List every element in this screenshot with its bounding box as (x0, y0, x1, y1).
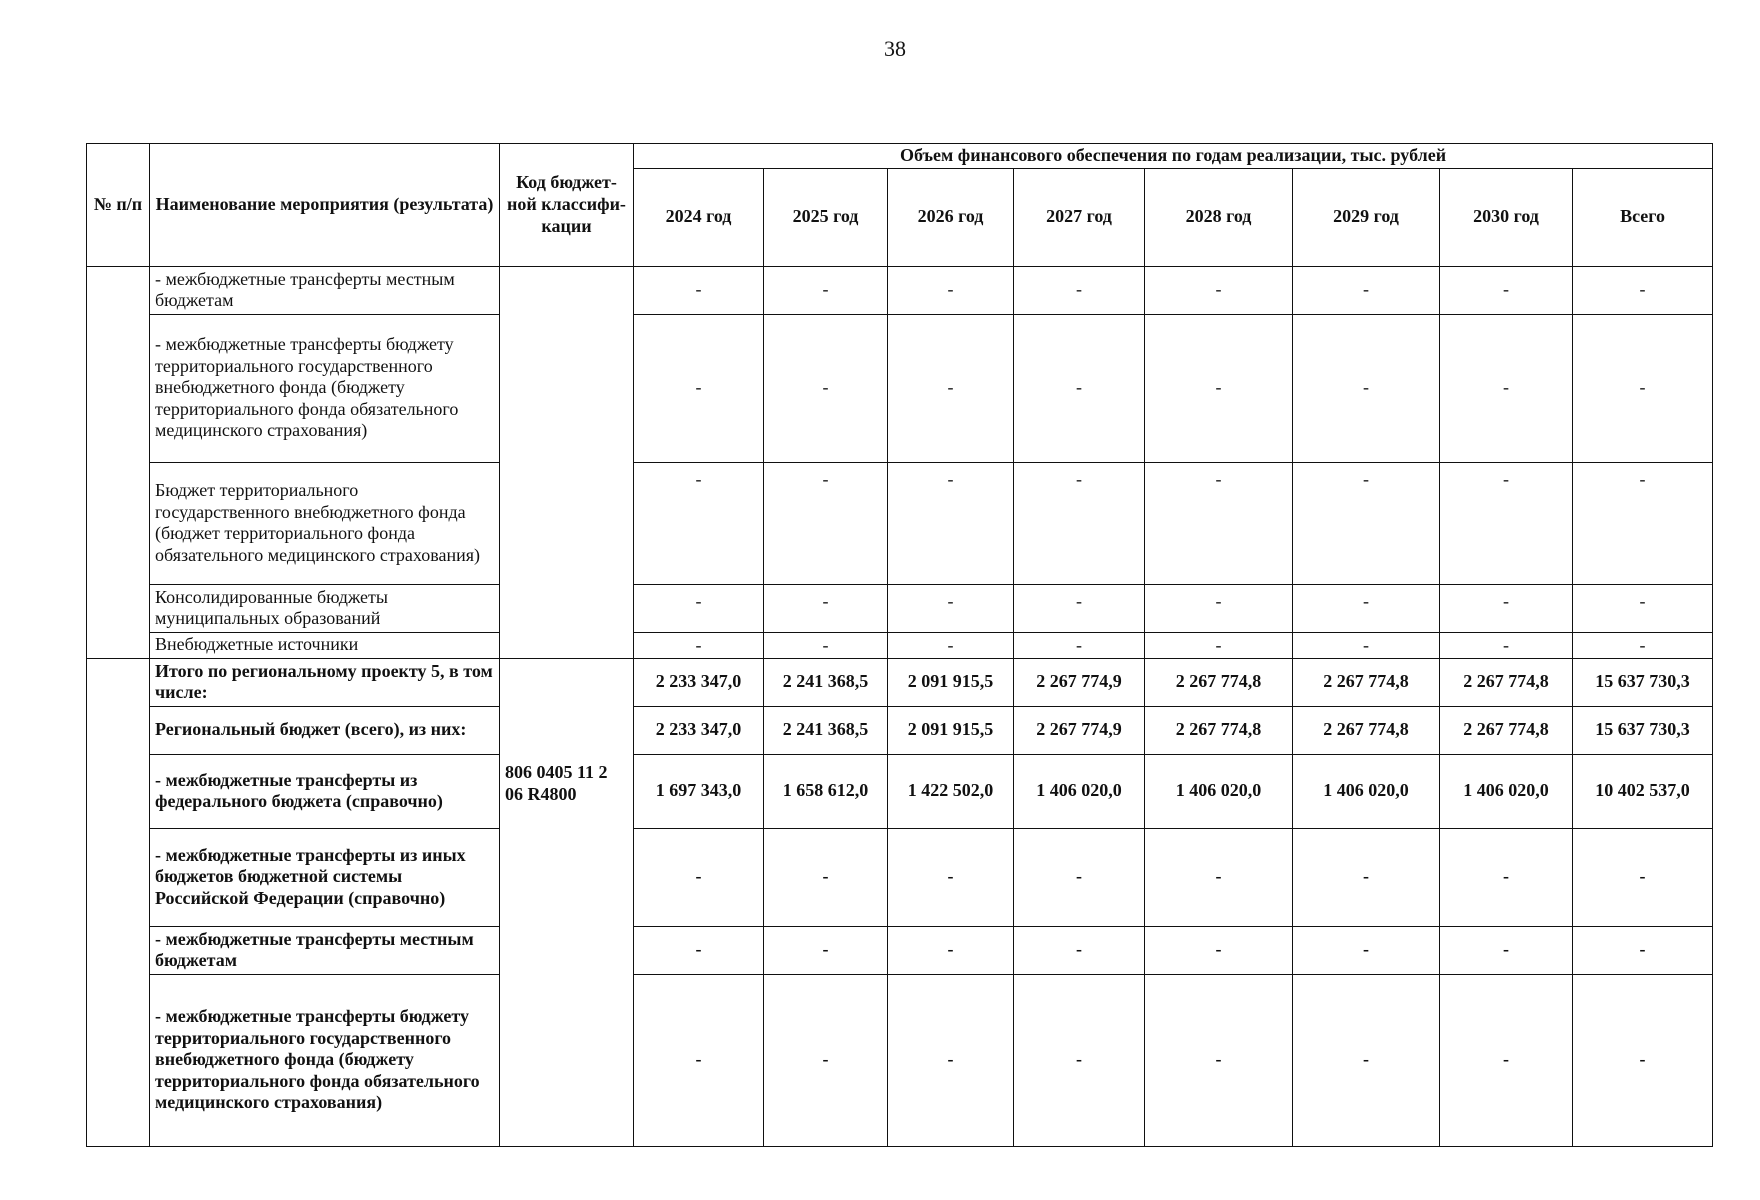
value-cell: 15 637 730,3 (1573, 706, 1713, 754)
value-cell: 2 091 915,5 (888, 706, 1014, 754)
table-row (87, 754, 1713, 828)
value-cell: - (1014, 462, 1145, 584)
value-cell: 1 406 020,0 (1293, 754, 1440, 828)
budget-code: 806 0405 11 2 06 R4800 (505, 762, 608, 804)
value-cell: 2 091 915,5 (888, 658, 1014, 706)
value-cell: - (888, 632, 1014, 658)
value-cell: - (1440, 266, 1573, 314)
header-total: Всего (1573, 168, 1713, 266)
budget-table (86, 143, 1713, 1147)
value-cell: - (888, 462, 1014, 584)
value-cell: - (888, 314, 1014, 462)
value-cell: - (1145, 314, 1293, 462)
value-cell: - (634, 584, 764, 632)
value-cell: - (634, 462, 764, 584)
row-name: - межбюджетные трансферты из иных бюджетов бюджетной системы Российской Федерации (справочно) (150, 828, 500, 926)
table-row (87, 828, 1713, 926)
value-cell: 2 267 774,9 (1014, 706, 1145, 754)
value-cell: - (1573, 314, 1713, 462)
row-name: Региональный бюджет (всего), из них: (150, 706, 500, 754)
row-name: Бюджет территориального государственного внебюджетного фонда (бюджет территориального фонда обязательного медицинского страхования) (150, 462, 500, 584)
value-cell: 2 233 347,0 (634, 706, 764, 754)
budget-code-cell (500, 266, 634, 658)
row-number-cell (87, 658, 150, 1146)
value-cell: - (1014, 926, 1145, 974)
value-cell: - (1573, 632, 1713, 658)
header-year-2024: 2024 год (634, 168, 764, 266)
value-cell: 1 422 502,0 (888, 754, 1014, 828)
value-cell: - (764, 266, 888, 314)
value-cell: - (1014, 314, 1145, 462)
value-cell: - (764, 926, 888, 974)
row-name: Консолидированные бюджеты муниципальных образований (150, 584, 500, 632)
table-row (87, 462, 1713, 584)
value-cell: 2 267 774,8 (1440, 658, 1573, 706)
value-cell: 2 267 774,8 (1293, 658, 1440, 706)
value-cell: - (1145, 828, 1293, 926)
value-cell: - (1293, 584, 1440, 632)
value-cell: - (1440, 828, 1573, 926)
value-cell: 2 267 774,9 (1014, 658, 1145, 706)
value-cell: - (764, 632, 888, 658)
value-cell: - (1440, 462, 1573, 584)
header-year-2027: 2027 год (1014, 168, 1145, 266)
header-volume: Объем финансового обеспечения по годам реализации, тыс. рублей (634, 144, 1713, 169)
value-cell: - (888, 584, 1014, 632)
header-num: № п/п (87, 144, 150, 267)
value-cell: - (1014, 584, 1145, 632)
value-cell: - (764, 462, 888, 584)
header-year-2029: 2029 год (1293, 168, 1440, 266)
value-cell: - (1293, 828, 1440, 926)
row-name: Итого по региональному проекту 5, в том числе: (150, 658, 500, 706)
value-cell: 2 267 774,8 (1145, 658, 1293, 706)
value-cell: - (888, 828, 1014, 926)
value-cell: - (764, 974, 888, 1146)
header-code: Код бюджет-ной классифи-кации (500, 144, 634, 267)
value-cell: - (634, 926, 764, 974)
value-cell: - (1573, 584, 1713, 632)
value-cell: - (1573, 974, 1713, 1146)
value-cell: - (634, 314, 764, 462)
value-cell: - (764, 828, 888, 926)
value-cell: - (1573, 266, 1713, 314)
value-cell: - (1293, 926, 1440, 974)
value-cell: 15 637 730,3 (1573, 658, 1713, 706)
value-cell: - (1440, 314, 1573, 462)
budget-code-cell (500, 658, 634, 1146)
value-cell: - (1014, 828, 1145, 926)
value-cell: - (1145, 632, 1293, 658)
value-cell: - (634, 828, 764, 926)
value-cell: - (1573, 926, 1713, 974)
table-row (87, 584, 1713, 632)
value-cell: - (888, 266, 1014, 314)
value-cell: - (888, 926, 1014, 974)
header-year-2030: 2030 год (1440, 168, 1573, 266)
table-row (87, 926, 1713, 974)
value-cell: - (1293, 632, 1440, 658)
value-cell: - (1145, 462, 1293, 584)
value-cell: - (1440, 974, 1573, 1146)
header-year-2025: 2025 год (764, 168, 888, 266)
value-cell: - (634, 974, 764, 1146)
value-cell: - (1145, 926, 1293, 974)
table-row (87, 706, 1713, 754)
row-name: - межбюджетные трансферты из федерального бюджета (справочно) (150, 754, 500, 828)
value-cell: 1 406 020,0 (1145, 754, 1293, 828)
value-cell: - (1440, 632, 1573, 658)
table-row (87, 266, 1713, 314)
row-name: - межбюджетные трансферты бюджету территориального государственного внебюджетного фонда (бюджету территориального фонда обязательного медицинского страхования) (150, 314, 500, 462)
value-cell: - (1293, 266, 1440, 314)
value-cell: 2 267 774,8 (1293, 706, 1440, 754)
value-cell: - (1145, 974, 1293, 1146)
row-name: - межбюджетные трансферты местным бюджетам (150, 266, 500, 314)
value-cell: - (634, 266, 764, 314)
page-number: 38 (884, 36, 906, 61)
row-name: Внебюджетные источники (150, 632, 500, 658)
table-row (87, 314, 1713, 462)
value-cell: - (1014, 632, 1145, 658)
row-name: - межбюджетные трансферты бюджету территориального государственного внебюджетного фонда (бюджету территориального фонда обязательного медицинского страхования) (150, 974, 500, 1146)
value-cell: 10 402 537,0 (1573, 754, 1713, 828)
value-cell: 1 406 020,0 (1440, 754, 1573, 828)
table-header (87, 144, 1713, 267)
value-cell: - (1293, 462, 1440, 584)
value-cell: 1 697 343,0 (634, 754, 764, 828)
header-year-2026: 2026 год (888, 168, 1014, 266)
table-row (87, 974, 1713, 1146)
value-cell: - (764, 314, 888, 462)
value-cell: - (1573, 462, 1713, 584)
value-cell: - (888, 974, 1014, 1146)
header-name: Наименование мероприятия (результата) (150, 144, 500, 267)
value-cell: - (1573, 828, 1713, 926)
value-cell: - (1145, 266, 1293, 314)
row-number-cell (87, 266, 150, 658)
value-cell: - (1014, 266, 1145, 314)
value-cell: - (634, 632, 764, 658)
value-cell: 2 267 774,8 (1145, 706, 1293, 754)
value-cell: - (1440, 926, 1573, 974)
row-name: - межбюджетные трансферты местным бюджетам (150, 926, 500, 974)
value-cell: 1 658 612,0 (764, 754, 888, 828)
value-cell: 2 233 347,0 (634, 658, 764, 706)
value-cell: - (1145, 584, 1293, 632)
value-cell: 2 267 774,8 (1440, 706, 1573, 754)
value-cell: 1 406 020,0 (1014, 754, 1145, 828)
value-cell: - (1293, 974, 1440, 1146)
value-cell: - (1293, 314, 1440, 462)
value-cell: 2 241 368,5 (764, 706, 888, 754)
header-year-2028: 2028 год (1145, 168, 1293, 266)
value-cell: - (1440, 584, 1573, 632)
value-cell: - (764, 584, 888, 632)
table-row (87, 632, 1713, 658)
value-cell: - (1014, 974, 1145, 1146)
value-cell: 2 241 368,5 (764, 658, 888, 706)
table-row (87, 658, 1713, 706)
